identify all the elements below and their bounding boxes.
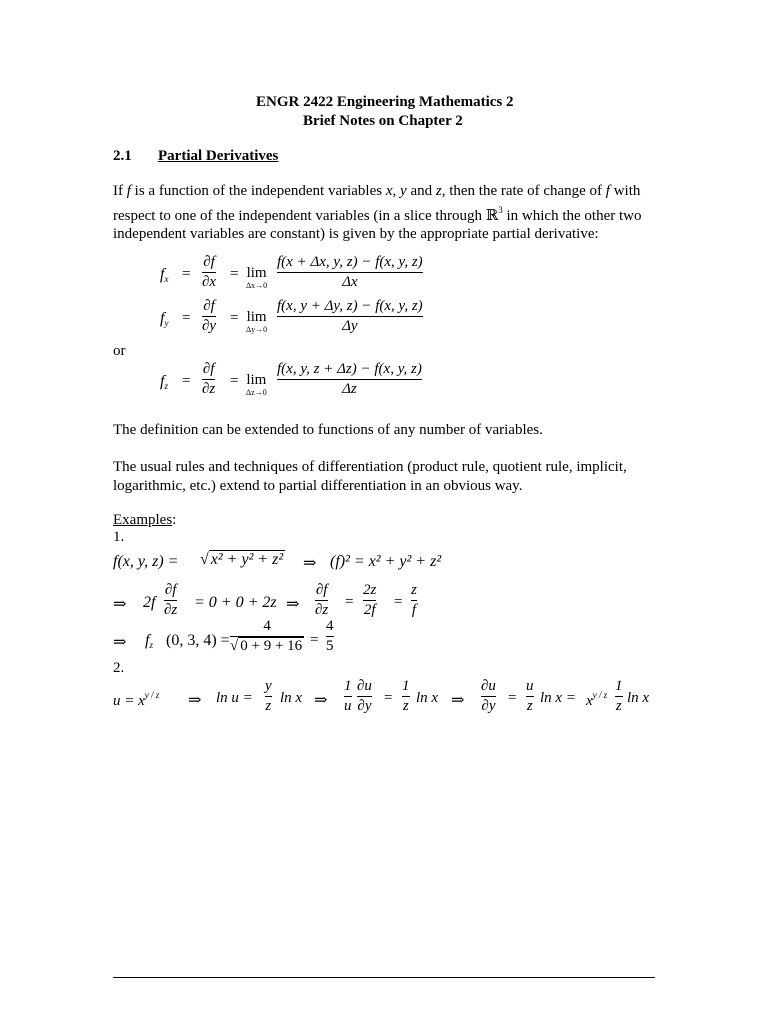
examples-heading: Examples: xyxy=(113,512,177,528)
section-number: 2.1 xyxy=(113,148,132,164)
intro-paragraph: If f is a function of the independent variables x, y and z, then the rate of change of f with respect to one of the independent variables (in a slice through ℝ$^3$ in which the other two independent variables are constant) is given by the appropriate partial derivative: xyxy=(113,183,642,242)
extend-paragraph: The definition can be extended to functions of any number of variables. xyxy=(113,422,543,438)
section-title: Partial Derivatives xyxy=(158,148,279,164)
course-title: ENGR 2422 Engineering Mathematics 2 xyxy=(256,94,514,110)
example-2-number: 2. xyxy=(113,660,125,676)
rules-paragraph: The usual rules and techniques of differentiation (product rule, quotient rule, implicit, logarithmic, etc.) extend to partial differentiation in an obvious way. xyxy=(113,459,627,494)
example-1-number: 1. xyxy=(113,529,125,545)
footer-rule xyxy=(113,977,655,978)
document-subtitle: Brief Notes on Chapter 2 xyxy=(303,113,463,129)
or-label: or xyxy=(113,343,126,359)
